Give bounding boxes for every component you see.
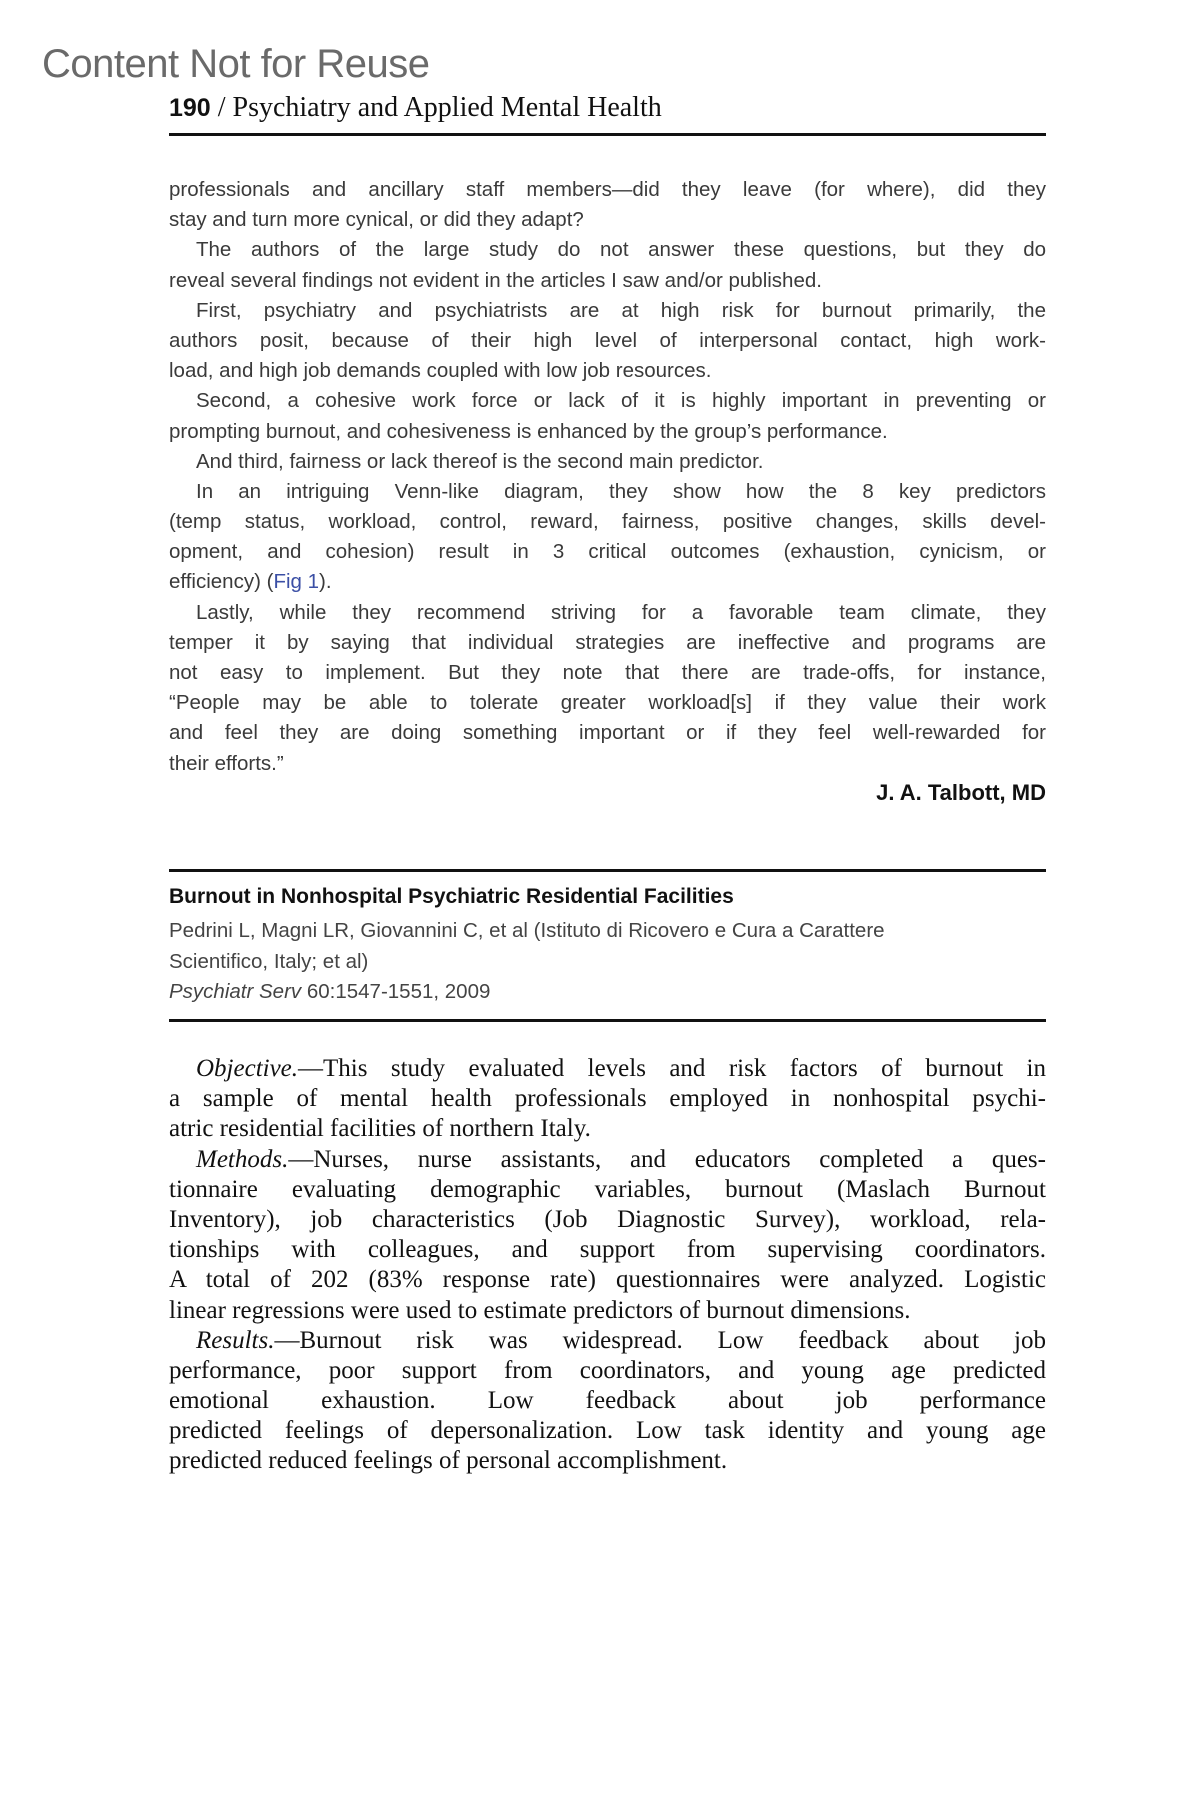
text-segment: —Nurses, nurse assistants, and educators completed a ques- xyxy=(288,1145,1046,1173)
text-segment: (temp status, workload, control, reward, fairness, positive changes, skills devel- xyxy=(169,510,1046,534)
abstract-body xyxy=(169,1054,1046,1477)
text-line xyxy=(169,1416,1046,1446)
paragraph xyxy=(169,175,1046,235)
text-line xyxy=(169,507,1046,537)
text-line xyxy=(169,1356,1046,1386)
paragraph xyxy=(169,447,1046,477)
text-line xyxy=(169,1446,1046,1476)
figure-link[interactable]: Fig 1 xyxy=(273,570,320,594)
text-segment: and feel they are doing something important or if they feel well-rewarded for xyxy=(169,721,1046,745)
text-segment: not easy to implement. But they note that there are trade-offs, for instance, xyxy=(169,661,1046,684)
text-segment: tionships with colleagues, and support from supervising coordinators. xyxy=(169,1236,1046,1264)
text-segment: And third, fairness or lack thereof is the second main predictor. xyxy=(196,449,764,473)
text-segment: “People may be able to tolerate greater workload[s] if they value their work xyxy=(169,691,1046,715)
running-head xyxy=(169,92,662,124)
text-line xyxy=(169,1145,1046,1175)
text-segment: efficiency) ( xyxy=(169,570,274,594)
text-line xyxy=(169,477,1046,507)
text-segment: reveal several findings not evident in the articles I saw and/or published. xyxy=(169,268,822,292)
text-line xyxy=(169,356,1046,386)
authors: Pedrini L, Magni LR, Giovannini C, et al (Istituto di Ricovero e Cura a Carattere xyxy=(169,919,885,942)
text-segment: Inventory), job characteristics (Job Diagnostic Survey), workload, rela- xyxy=(169,1205,1046,1233)
text-segment: A total of 202 (83% response rate) questionnaires were analyzed. Logistic xyxy=(169,1266,1046,1294)
article-meta xyxy=(169,916,1046,1008)
paragraph xyxy=(169,477,1046,598)
affiliation: Scientifico, Italy; et al) xyxy=(169,949,369,973)
text-segment: Second, a cohesive work force or lack of it is highly important in preventing or xyxy=(196,389,1046,413)
section-rule-bottom xyxy=(169,1019,1046,1022)
text-line xyxy=(169,175,1046,205)
text-line xyxy=(169,296,1046,326)
text-segment: temper it by saying that individual strategies are ineffective and programs are xyxy=(169,630,1046,654)
text-line xyxy=(169,1265,1046,1295)
text-segment: performance, poor support from coordinators, and young age predicted xyxy=(169,1356,1046,1384)
text-segment: In an intriguing Venn-like diagram, they show how the 8 key predictors xyxy=(196,479,1046,503)
text-line xyxy=(169,1175,1046,1205)
citation xyxy=(169,977,1046,1008)
text-segment: tionnaire evaluating demographic variables, burnout (Maslach Burnout xyxy=(169,1175,1046,1203)
text-line xyxy=(169,749,1046,779)
text-line xyxy=(169,417,1046,447)
text-line xyxy=(169,326,1046,356)
text-segment: predicted feelings of depersonalization. Low task identity and young age xyxy=(169,1417,1046,1445)
text-segment: emotional exhaustion. Low feedback about job performance xyxy=(169,1387,1046,1415)
signature: J. A. Talbott, MD xyxy=(876,780,1046,805)
text-line xyxy=(169,1084,1046,1114)
watermark: Content Not for Reuse xyxy=(42,42,430,86)
separator: / xyxy=(217,92,226,123)
text-line xyxy=(169,1054,1046,1084)
text-line xyxy=(169,658,1046,688)
text-line xyxy=(169,598,1046,628)
paragraph xyxy=(169,1326,1046,1477)
journal-title: Psychiatry and Applied Mental Health xyxy=(232,92,662,123)
text-line xyxy=(169,688,1046,718)
text-line xyxy=(169,266,1046,296)
section-rule-top xyxy=(169,869,1046,872)
commentary-body xyxy=(169,175,1046,779)
journal-abbrev: Psychiatr Serv xyxy=(169,980,302,1003)
text-line xyxy=(169,537,1046,567)
text-segment: predicted reduced feelings of personal accomplishment. xyxy=(169,1447,728,1475)
text-line xyxy=(169,628,1046,658)
paragraph xyxy=(169,1145,1046,1326)
page-number: 190 xyxy=(169,94,211,122)
section-label: Objective. xyxy=(196,1055,299,1082)
section-label: Results. xyxy=(196,1326,275,1354)
text-line xyxy=(169,567,1046,597)
paragraph xyxy=(169,235,1046,295)
text-segment: opment, and cohesion) result in 3 critical outcomes (exhaustion, cynicism, or xyxy=(169,540,1046,564)
text-segment: —This study evaluated levels and risk factors of burnout in xyxy=(298,1055,1046,1082)
volume-pages-year: 60:1547-1551, 2009 xyxy=(301,980,491,1003)
text-line xyxy=(169,718,1046,748)
text-segment: a sample of mental health professionals employed in nonhospital psychi- xyxy=(169,1085,1046,1113)
text-line xyxy=(169,1386,1046,1416)
text-segment: prompting burnout, and cohesiveness is enhanced by the group’s performance. xyxy=(169,419,888,443)
paragraph xyxy=(169,1054,1046,1145)
text-segment: ). xyxy=(319,570,332,594)
text-segment: Lastly, while they recommend striving for a favorable team climate, they xyxy=(196,600,1046,624)
text-line xyxy=(169,386,1046,416)
text-segment: load, and high job demands coupled with low job resources. xyxy=(169,359,712,383)
text-line xyxy=(169,1296,1046,1326)
text-line xyxy=(169,1114,1046,1144)
text-line xyxy=(169,1205,1046,1235)
section-label: Methods. xyxy=(196,1145,289,1173)
text-line xyxy=(169,205,1046,235)
paragraph xyxy=(169,296,1046,387)
text-segment: their efforts.” xyxy=(169,751,284,775)
text-line xyxy=(169,235,1046,265)
text-line xyxy=(169,1235,1046,1265)
header-rule xyxy=(169,133,1046,136)
text-line xyxy=(169,447,1046,477)
text-segment: First, psychiatry and psychiatrists are at high risk for burnout primarily, the xyxy=(196,298,1046,322)
paragraph xyxy=(169,598,1046,779)
text-segment: atric residential facilities of northern Italy. xyxy=(169,1115,591,1143)
text-segment: —Burnout risk was widespread. Low feedback about job xyxy=(274,1326,1046,1354)
text-segment: The authors of the large study do not answer these questions, but they do xyxy=(196,238,1046,262)
article-title: Burnout in Nonhospital Psychiatric Residential Facilities xyxy=(169,885,734,908)
text-line xyxy=(169,1326,1046,1356)
text-segment: authors posit, because of their high level of interpersonal contact, high work- xyxy=(169,328,1046,352)
text-segment: stay and turn more cynical, or did they adapt? xyxy=(169,208,584,232)
text-segment: professionals and ancillary staff members—did they leave (for where), did they xyxy=(169,178,1046,201)
text-segment: linear regressions were used to estimate predictors of burnout dimensions. xyxy=(169,1296,911,1324)
paragraph xyxy=(169,386,1046,446)
